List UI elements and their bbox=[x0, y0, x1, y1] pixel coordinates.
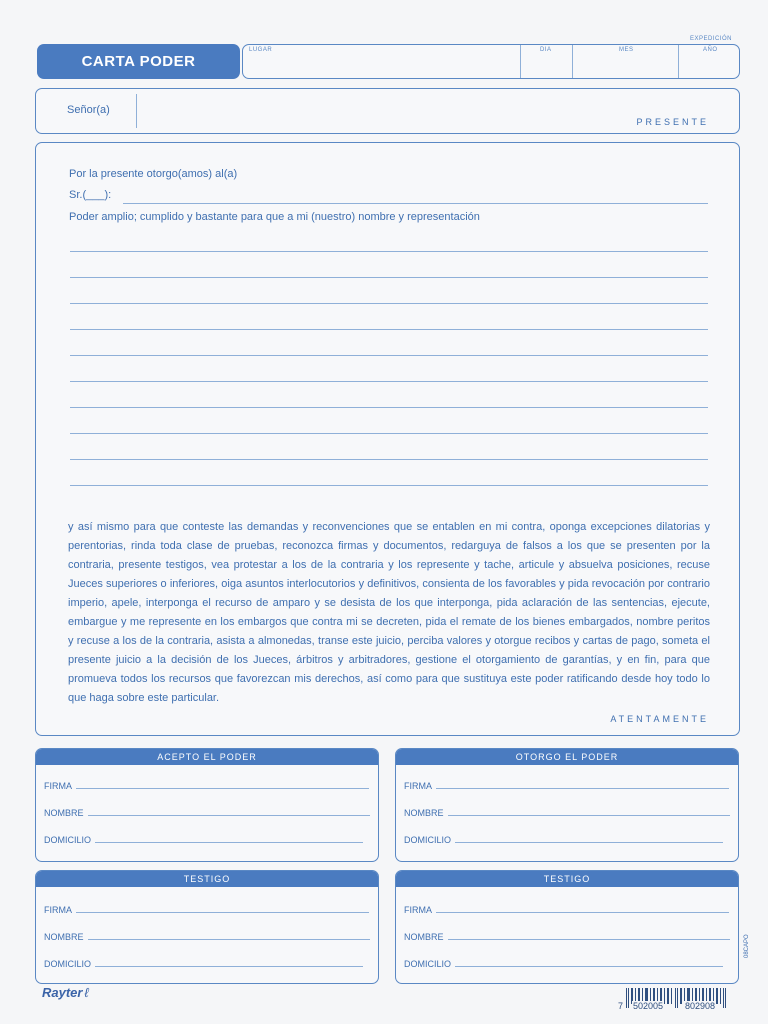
domicilio-line[interactable] bbox=[455, 842, 723, 843]
domicilio-label: DOMICILIO bbox=[404, 835, 452, 845]
ruled-line[interactable] bbox=[70, 355, 708, 356]
firma-label: FIRMA bbox=[44, 781, 72, 791]
nombre-label: NOMBRE bbox=[404, 932, 444, 942]
place-date-field[interactable] bbox=[243, 45, 739, 78]
barcode-digit-left: 7 bbox=[618, 1001, 624, 1011]
ruled-line[interactable] bbox=[70, 303, 708, 304]
acepto-poder-header: ACEPTO EL PODER bbox=[36, 749, 378, 765]
domicilio-label: DOMICILIO bbox=[404, 959, 452, 969]
ruled-line[interactable] bbox=[70, 433, 708, 434]
acepto-poder-box bbox=[35, 748, 379, 862]
ruled-line[interactable] bbox=[70, 251, 708, 252]
ruled-line[interactable] bbox=[70, 485, 708, 486]
nombre-label: NOMBRE bbox=[44, 808, 84, 818]
document-title: CARTA PODER bbox=[37, 44, 240, 79]
atentamente-label: ATENTAMENTE bbox=[610, 714, 709, 724]
nombre-line[interactable] bbox=[448, 815, 730, 816]
domicilio-label: DOMICILIO bbox=[44, 959, 92, 969]
sr-input-line[interactable] bbox=[123, 203, 708, 204]
powers-paragraph: y así mismo para que conteste las demandas y reconvenciones que se entablen en mi contra, oponga excepciones dilatorias y perentorias, rinda toda clase de pruebas, reconozca firmas y documentos, redarguya de falsos a los que se presenten por la contraria, presente testigos, vea protestar a los de la contraria y los represente y tache, articule y absuelva posiciones, recuse Jueces superiores o inferiores, oiga asuntos interlocutorios y definitivos, consienta de los favorables y pida revocación por contrario imperio, apele, interponga el recurso de amparo y se desista de los que interponga, pida aclaración de las sentencias, ejecute, embargue y me represente en los embargos que contra mi se decreten, pida el remate de los bienes embargados, nombre peritos y recuse a los de la contraria, asista a almonedas, transe este juicio, perciba valores y otorgue recibos y cartas de pago, someta el presente juicio a la decisión de los Jueces, árbitros y arbitradores, gestione el otorgamiento de garantías, y en fin, para que promueva todos los recursos que favorezcan mis derechos, así como para que sustituya este poder ratificando desde hoy todo lo que haga sobre este particular. bbox=[68, 521, 710, 704]
sr-label: Sr.(___): bbox=[69, 189, 112, 201]
ruled-line[interactable] bbox=[70, 459, 708, 460]
barcode-digits-right: 802908 bbox=[685, 1001, 716, 1011]
mes-label: MES bbox=[619, 47, 634, 53]
firma-line[interactable] bbox=[76, 788, 369, 789]
domicilio-line[interactable] bbox=[95, 966, 363, 967]
firma-line[interactable] bbox=[436, 912, 729, 913]
nombre-line[interactable] bbox=[88, 815, 370, 816]
ruled-line[interactable] bbox=[70, 329, 708, 330]
domicilio-line[interactable] bbox=[95, 842, 363, 843]
dia-label: DIA bbox=[540, 47, 552, 53]
poder-amplio-text: Poder amplio; cumplido y bastante para que a mi (nuestro) nombre y representación bbox=[69, 211, 480, 223]
firma-label: FIRMA bbox=[404, 781, 432, 791]
ruled-line[interactable] bbox=[70, 277, 708, 278]
testigo-header: TESTIGO bbox=[36, 871, 378, 887]
testigo-header: TESTIGO bbox=[396, 871, 738, 887]
presente-label: PRESENTE bbox=[636, 117, 709, 127]
barcode bbox=[618, 988, 738, 1016]
otorgo-poder-header: OTORGO EL PODER bbox=[396, 749, 738, 765]
otorgo-intro: Por la presente otorgo(amos) al(a) bbox=[69, 168, 238, 180]
place-date-box bbox=[242, 44, 740, 79]
brand-swash-icon: ℓ bbox=[84, 985, 89, 1000]
senor-label: Señor(a) bbox=[67, 104, 110, 116]
side-code: 08CAPO bbox=[744, 934, 750, 958]
anio-label: AÑO bbox=[703, 47, 718, 53]
testigo-box-right bbox=[395, 870, 739, 984]
domicilio-label: DOMICILIO bbox=[44, 835, 92, 845]
testigo-box-left bbox=[35, 870, 379, 984]
expedicion-label: EXPEDICIÓN bbox=[690, 36, 733, 42]
firma-line[interactable] bbox=[76, 912, 369, 913]
ruled-line[interactable] bbox=[70, 381, 708, 382]
barcode-digits-mid: 502005 bbox=[633, 1001, 664, 1011]
main-body-box bbox=[35, 142, 740, 736]
firma-line[interactable] bbox=[436, 788, 729, 789]
firma-label: FIRMA bbox=[44, 905, 72, 915]
firma-label: FIRMA bbox=[404, 905, 432, 915]
ruled-line[interactable] bbox=[70, 407, 708, 408]
nombre-label: NOMBRE bbox=[44, 932, 84, 942]
nombre-label: NOMBRE bbox=[404, 808, 444, 818]
lugar-label: LUGAR bbox=[249, 47, 273, 53]
recipient-box bbox=[35, 88, 740, 134]
otorgo-poder-box bbox=[395, 748, 739, 862]
brand-logo: Rayter ℓ bbox=[42, 985, 89, 1000]
nombre-line[interactable] bbox=[88, 939, 370, 940]
nombre-line[interactable] bbox=[448, 939, 730, 940]
domicilio-line[interactable] bbox=[455, 966, 723, 967]
